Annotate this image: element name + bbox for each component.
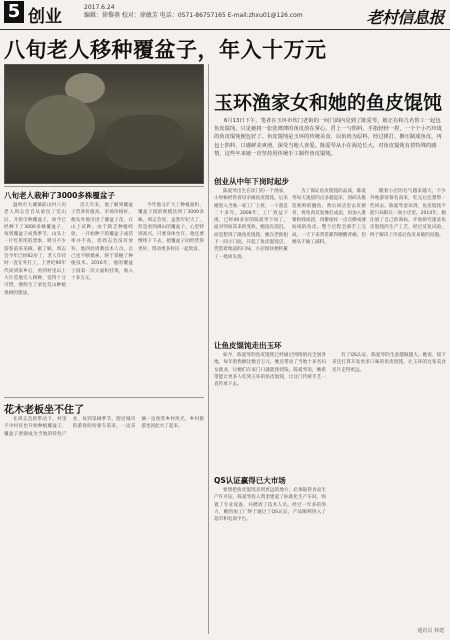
divider [4,397,204,398]
paragraph: 在周志会的带动下，村里不少村民也开始种植覆盆子，覆盆子逐渐成为当地的特色产业。每到采摘季节，附近城市的游客纷纷驱车前来，一边采摘一边欣赏乡村风光，乡村旅游也因此火了起来。 [4,417,204,437]
paragraph: 今年他又扩大了种植面积，覆盆子园的规模达到了3000多株。周志会说，虽然年纪大了，但是看到满山的覆盆子，心里特别高兴，只要身体允许，他还要继续干下去，把覆盆子园经营得更好，带动更多村民一起致富。 [138,203,204,252]
article2-lede: 6月13日下午，笔者在玉环市坎门老街的一间门面内见到了陈爱琴，她正在和几名帮工一起包鱼皮馄饨。只见她将一张张薄薄的鱼皮放在掌心，舀上一勺馅料，手指轻轻一捏，一个个小巧玲珑的鱼皮馄饨便包好了。鱼皮馄饨是玉环的传统美食，以鱼肉为原料，经过捶打、擀压制成鱼皮，再包上馅料，口感鲜美爽滑，深受当地人喜爱。陈爱琴从小在海边长大，对鱼皮馄饨有着特殊的感情，这些年来她一直坚持用传统手工制作鱼皮馄饨。 [214,118,442,157]
article2-column [214,487,326,635]
paragraph: 温岭市大溪镇前山村八旬老人周志会自从承包了荒山后，开始引种覆盆子，如今已经种下了3000多株覆盆子，每到覆盆子成熟季节，山头上一片红彤彤的景象，吸引不少游客前来采摘。据了解，周志会今年已经82岁了，老人年轻时一直在外打工，上世纪90年代回到家乡后，看到村里山上大片荒地无人耕种，觉得十分可惜，便萌生了承包荒山种植果树的想法。 [4,203,66,296]
email-line: E-mail:zhxu01@126.com [227,12,303,19]
masthead-meta [84,4,303,20]
byline: 通讯员 林建 [417,628,444,634]
paragraph: 近几年来，他了解到覆盆子营养价值高、市场价格好，便从外地引进了覆盆子苗，在山上试种。由于缺乏种植经验，一开始种下的覆盆子成活率并不高，但周志会没有放弃，他四处请教技术人员，自己也不断摸索，终于掌握了种植技术。2016年，他的覆盆子园第一次大面积挂果，收入十多万元。 [71,203,133,281]
page-number: 5 [4,1,24,23]
article1-column [71,202,133,392]
editor-line: 编辑：徐黎燕 校对：徐敏芳 [84,12,158,19]
article2-column [292,188,366,338]
article1-headline: 八旬老人移种覆盆子，年入十万元 [4,38,327,62]
article2-column [370,188,446,338]
paragraph: 陈爱琴出生在坎门的一个渔家，小时候经常看母亲做鱼皮馄饨。后来她进入当地一家工厂上班，一干就是二十多年。2008年，工厂效益下滑，已经40多岁的陈爱琴下岗了。面对突如其来的变故，她没有消沉，而是想到了做鱼皮馄饨。她在老街租下一间小门面，开起了鱼皮馄饨店，凭借着地道的口味，小店很快便积累了一批回头客。 [214,189,288,260]
article2-subhead: QS认证赢得已大市场 [214,476,286,485]
article1-subhead: 花木老板坐不住了 [4,405,84,416]
issue-date: 2017.6.24 [84,4,115,11]
paragraph: 要想把鱼皮馄饨卖到更远的地方，必须取得食品生产许可证。陈爱琴投入资金建起了标准化生产车间，购置了专业设备，并聘请了技术人员。经过一年多的努力，她的加工厂终于通过了QS认证，产品顺利进入了超市和电商平台。 [214,488,326,523]
tel-line: 电话：0571-86757165 [159,12,226,19]
article1-column [4,202,66,392]
article1-subhead: 八旬老人栽种了3000多株覆盆子 [4,191,115,200]
article1-photo [4,64,204,184]
article2-column [214,352,326,472]
paragraph: 如今，陈爱琴的鱼皮馄饨已经通过网络销往全国各地，每年销售额达数百万元。她还带动了当地十多名妇女就业，让她们在家门口就能挣到钱。陈爱琴说，她希望能让更多人吃到玉环的鱼皮馄饨，让这门传统手艺一直传承下去。 [214,353,326,388]
article1-column [138,202,204,392]
masthead [0,0,450,30]
divider [208,64,209,634]
article2-subhead: 创业从中年下岗时起步 [214,177,289,186]
article2-column [214,188,288,338]
article2-subhead: 让鱼皮馄饨走出玉环 [214,341,282,350]
paragraph: 有了QS认证，陈爱琴的生意越做越大。她说，接下来还打算开发更多口味的鱼皮馄饨，让玉环的这张美食名片走得更远。 [332,353,446,373]
divider [4,186,204,187]
paragraph: 为了保证鱼皮馄饨的品质，陈爱琴每天凌晨四点多就起床，到码头挑选新鲜的鮸鱼，然后回店里去皮剔骨，将鱼肉反复捶打成泥，再加入番薯粉揉成团，用擀面杖一点点擀成薄如纸的鱼皮。整个过程全部手工完成，一天下来常常累得腰酸背痛，但她从不偷工减料。 [292,189,366,246]
paragraph: 随着小店的名气越来越大，不少外地游客慕名而来，吃完后还想带一些回去。陈爱琴意识到，鱼皮馄饨不能只局限在一间小店里。2014年，她注册了自己的商标，开始研究速冻鱼皮馄饨的生产工艺，经过反复试验，终于解决了冷冻后鱼皮易破的问题。 [370,189,446,238]
article2-headline: 玉环渔家女和她的鱼皮馄饨 [214,92,443,114]
section-title: 创业 [28,7,62,27]
newspaper-logo: 老村信息报 [366,8,444,27]
photo-shape [105,115,185,170]
article1-column [4,416,204,636]
photo-shape [25,95,95,155]
article2-column [332,352,446,622]
